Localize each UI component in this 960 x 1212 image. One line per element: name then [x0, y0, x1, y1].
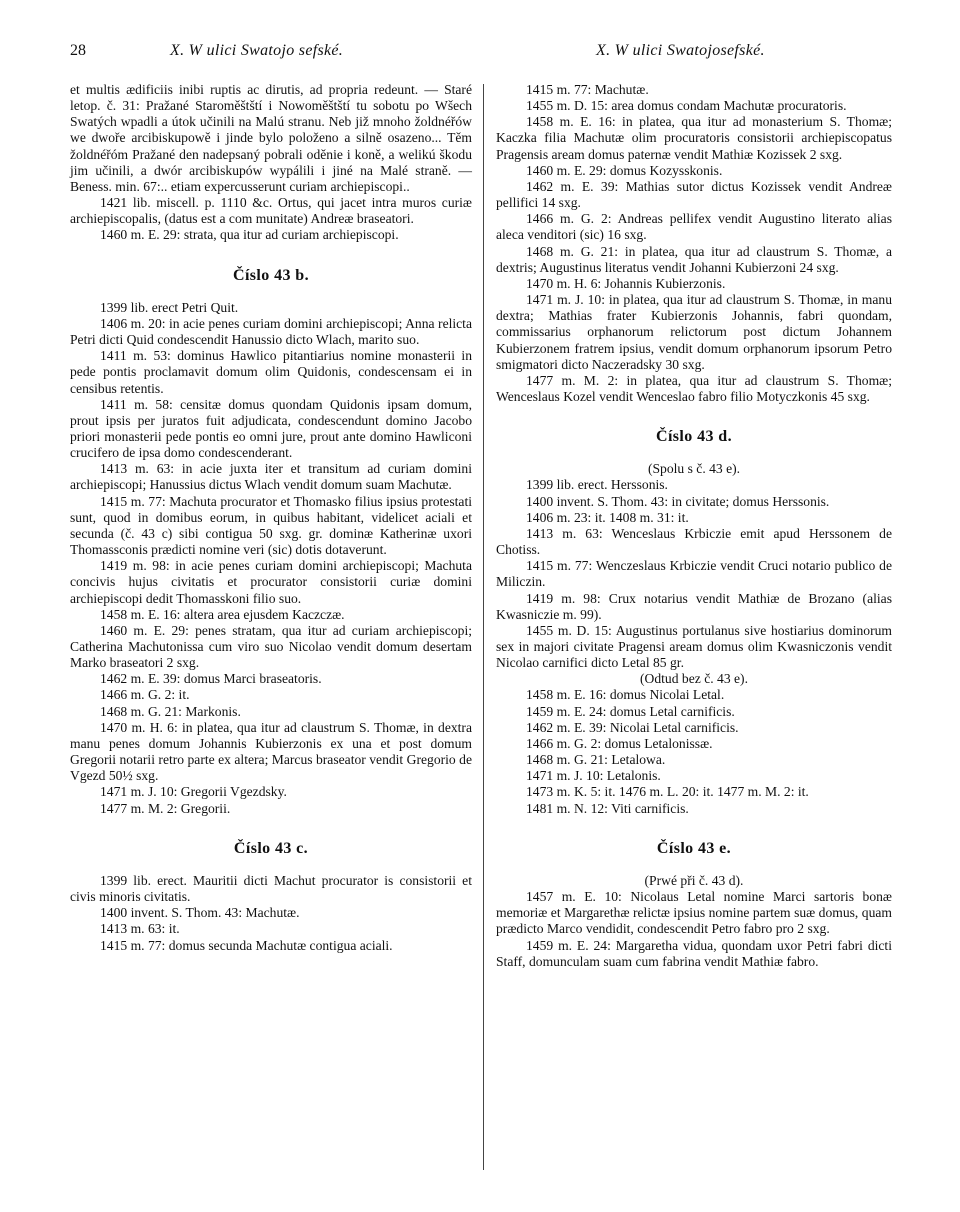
entry-paragraph: 1421 lib. miscell. p. 1110 &c. Ortus, qui jacet intra muros curiæ archiepiscopalis, (datus est a com munitate) Andreæ braseatori. — [70, 195, 472, 227]
entry-paragraph: 1471 m. J. 10: Letalonis. — [526, 768, 661, 784]
entry-paragraph: 1462 m. E. 39: Nicolai Letal carnificis. — [526, 719, 739, 735]
entry-paragraph: 1471 m. J. 10: in platea, qua itur ad claustrum S. Thomæ, in manu dextra; Mathias frater Kubierzonis Johannis, fabri quondam, commissarius orphanorum relictorum post dictum Johannem Kubierzonem fratrem ipsius, vendit domum orphanorum ipsorum Petro smigmatori dicto Naczeradsky 30 sxg. — [496, 292, 892, 372]
entry-paragraph: 1406 m. 20: in acie penes curiam domini archiepiscopi; Anna relicta Petri dicti Quid condescendit Hanussio dicto Wlach, marito suo. — [70, 315, 472, 348]
entry-paragraph: 1455 m. D. 15: area domus condam Machutæ procuratoris. — [526, 98, 847, 114]
entry-paragraph: 1460 m. E. 29: strata, qua itur ad curiam archiepiscopi. — [100, 227, 399, 243]
entry-paragraph: 1399 lib. erect. Mauritii dicti Machut procurator is consistorii et civis minoris civitatis. — [70, 872, 472, 905]
entry-paragraph: 1477 m. M. 2: in platea, qua itur ad claustrum S. Thomæ; Wenceslaus Kozel vendit Wenceslao fabro filio Motyczkonis 45 sxg. — [496, 372, 892, 404]
section-heading: Číslo 43 b. — [233, 266, 309, 284]
right-column — [496, 82, 892, 970]
entry-paragraph: 1413 m. 63: Wenceslaus Krbiczie emit apud Herssonem de Chotiss. — [496, 525, 892, 558]
entry-paragraph: 1455 m. D. 15: Augustinus portulanus sive hostiarius dominorum sex in majori civitate Pragensi aream domus olim Kwasniczonis vendit Nicolao carnifici dicto Letal 85 gr. — [496, 622, 892, 671]
column-divider — [483, 84, 484, 1170]
entry-paragraph: 1471 m. J. 10: Gregorii Vgezdsky. — [100, 784, 287, 800]
page-number: 28 — [70, 42, 86, 59]
entry-paragraph: 1458 m. E. 16: domus Nicolai Letal. — [526, 687, 725, 703]
centered-note: (Spolu s č. 43 e). — [647, 461, 741, 477]
entry-paragraph: 1468 m. G. 21: Markonis. — [100, 703, 241, 719]
entry-paragraph: 1462 m. E. 39: Mathias sutor dictus Kozissek vendit Andreæ pellifici 14 sxg. — [496, 178, 892, 211]
entry-paragraph: 1406 m. 23: it. 1408 m. 31: it. — [526, 509, 689, 525]
entry-paragraph: 1459 m. E. 24: Margaretha vidua, quondam uxor Petri fabri dicti Staff, domunculam suam cum fabrina vendit Mathiæ fabro. — [496, 937, 892, 969]
entry-paragraph: et multis ædificiis inibi ruptis ac dirutis, ad propria redeunt. — Staré letop. č. 31: Pražané Staroměštští i Nowoměštští tu sobotu po Wšech Swatých wpadli a útok učinili na Malú stranu. Neb již mnoho žoldnéřów we dwoře arcibiskupowě i jinde bylo položeno a silně osazeno... Těm žoldnéřóm Pražané den nadepsaný pobrali oděnie i koně, a welikú škodu jim učinili, a dwór arcibiskupów wypálili i jiné na Malé straně. — Beness. min. 67:.. etiam expercusserunt curiam archiepiscopi.. — [70, 82, 472, 194]
centered-note: (Prwé při č. 43 d). — [644, 872, 744, 888]
running-head-right: X. W ulici Swatojosefské. — [596, 42, 765, 59]
entry-paragraph: 1399 lib. erect Petri Quit. — [100, 299, 239, 315]
entry-paragraph: 1470 m. H. 6: in platea, qua itur ad claustrum S. Thomæ, in dextra manu penes domum Johannis Kubierzonis ex una et post domum Gregorii notarii retro parte ex altera; Marcus braseator vendit Gregorio de Vgezd 50½ sxg. — [70, 719, 472, 784]
entry-paragraph: 1413 m. 63: it. — [100, 921, 180, 937]
entry-paragraph: 1466 m. G. 2: domus Letalonissæ. — [526, 735, 713, 751]
entry-paragraph: 1457 m. E. 10: Nicolaus Letal nomine Marci sartoris bonæ memoriæ et Margarethæ relictæ ipsius nomine partem suæ domus, quam prædicto Marco vendidit, condescendit Petro fabro pro 2 sxg. — [496, 889, 892, 937]
entry-paragraph: 1473 m. K. 5: it. 1476 m. L. 20: it. 1477 m. M. 2: it. — [526, 784, 809, 800]
entry-paragraph: 1419 m. 98: Crux notarius vendit Mathiæ de Brozano (alias Kwasniczie m. 99). — [496, 590, 892, 622]
entry-paragraph: 1468 m. G. 21: in platea, qua itur ad claustrum S. Thomæ, a dextris; Augustinus literatus vendit Johanni Kubierzoni 24 sxg. — [496, 243, 892, 275]
entry-paragraph: 1400 invent. S. Thom. 43: in civitate; domus Herssonis. — [526, 493, 830, 509]
entry-paragraph: 1481 m. N. 12: Viti carnificis. — [526, 800, 689, 816]
entry-paragraph: 1419 m. 98: in acie penes curiam domini archiepiscopi; Machuta concivis hujus civitatis et procurator consistorii curiæ domini archiepiscopi dedit Thomasskoni filio suo. — [70, 558, 472, 606]
entry-paragraph: 1415 m. 77: Machutæ. — [526, 82, 649, 97]
entry-paragraph: 1399 lib. erect. Herssonis. — [526, 477, 668, 493]
entry-paragraph: 1411 m. 53: dominus Hawlico pitantiarius nomine monasterii in pede pontis proclamavit domum olim Quidonis, condescensam ei in censibus retentis. — [70, 348, 472, 396]
entry-paragraph: 1477 m. M. 2: Gregorii. — [100, 800, 231, 816]
left-column — [70, 82, 472, 954]
running-head-left: X. W ulici Swatojo sefské. — [170, 42, 344, 59]
entry-paragraph: 1460 m. E. 29: penes stratam, qua itur ad curiam archiepiscopi; Catherina Machutonissa cum viro suo Nicolao vendit domum desertam Marko braseatori 2 sxg. — [70, 622, 472, 671]
entry-paragraph: 1460 m. E. 29: domus Kozysskonis. — [526, 162, 723, 178]
entry-paragraph: 1468 m. G. 21: Letalowa. — [526, 752, 666, 768]
entry-paragraph: 1415 m. 77: Wenczeslaus Krbiczie vendit Cruci notario publico de Miliczin. — [496, 558, 892, 590]
centered-note: (Odtud bez č. 43 e). — [640, 671, 748, 687]
entry-paragraph: 1458 m. E. 16: in platea, qua itur ad monasterium S. Thomæ; Kaczka filia Machutæ olim procuratoris consistorii archiepiscopatus Pragensis aream domus paternæ vendit Mathiæ Kozissek 2 sxg. — [496, 114, 892, 162]
entry-paragraph: 1466 m. G. 2: Andreas pellifex vendit Augustino literato alias aleca venditori (sic) 16 sxg. — [496, 211, 892, 243]
section-heading: Číslo 43 e. — [656, 839, 732, 857]
entry-paragraph: 1458 m. E. 16: altera area ejusdem Kaczczæ. — [100, 606, 345, 622]
entry-paragraph: 1466 m. G. 2: it. — [100, 687, 190, 703]
entry-paragraph: 1415 m. 77: domus secunda Machutæ contigua aciali. — [100, 937, 393, 953]
entry-paragraph: 1470 m. H. 6: Johannis Kubierzonis. — [526, 275, 726, 291]
entry-paragraph: 1411 m. 58: censitæ domus quondam Quidonis ipsam domum, prout ipsis per juratos fuit adjudicata, condescendunt domino Jacobo priori monasterii pede pontis eo omni jure, prout ante domino Hawliconi crucifero de ipsa domo condescenderant. — [70, 396, 472, 461]
section-heading: Číslo 43 d. — [656, 428, 732, 446]
entry-paragraph: 1400 invent. S. Thom. 43: Machutæ. — [100, 905, 300, 921]
entry-paragraph: 1459 m. E. 24: domus Letal carnificis. — [526, 703, 735, 719]
entry-paragraph: 1462 m. E. 39: domus Marci braseatoris. — [100, 671, 322, 687]
entry-paragraph: 1415 m. 77: Machuta procurator et Thomasko filius ipsius protestati sunt, quod in domibus eorum, in quibus habitant, videlicet aciali et secunda (č. 43 c) sibi contigua 50 sxg. gr. dominæ Katherinæ uxori Thomassconis prædicti nomine veri (sic) dotis dotaverunt. — [70, 493, 472, 558]
entry-paragraph: 1413 m. 63: in acie juxta iter et transitum ad curiam domini archiepiscopi; Hanussius dictus Wlach vendit domum suam Machutæ. — [70, 461, 472, 493]
section-heading: Číslo 43 c. — [233, 839, 309, 857]
